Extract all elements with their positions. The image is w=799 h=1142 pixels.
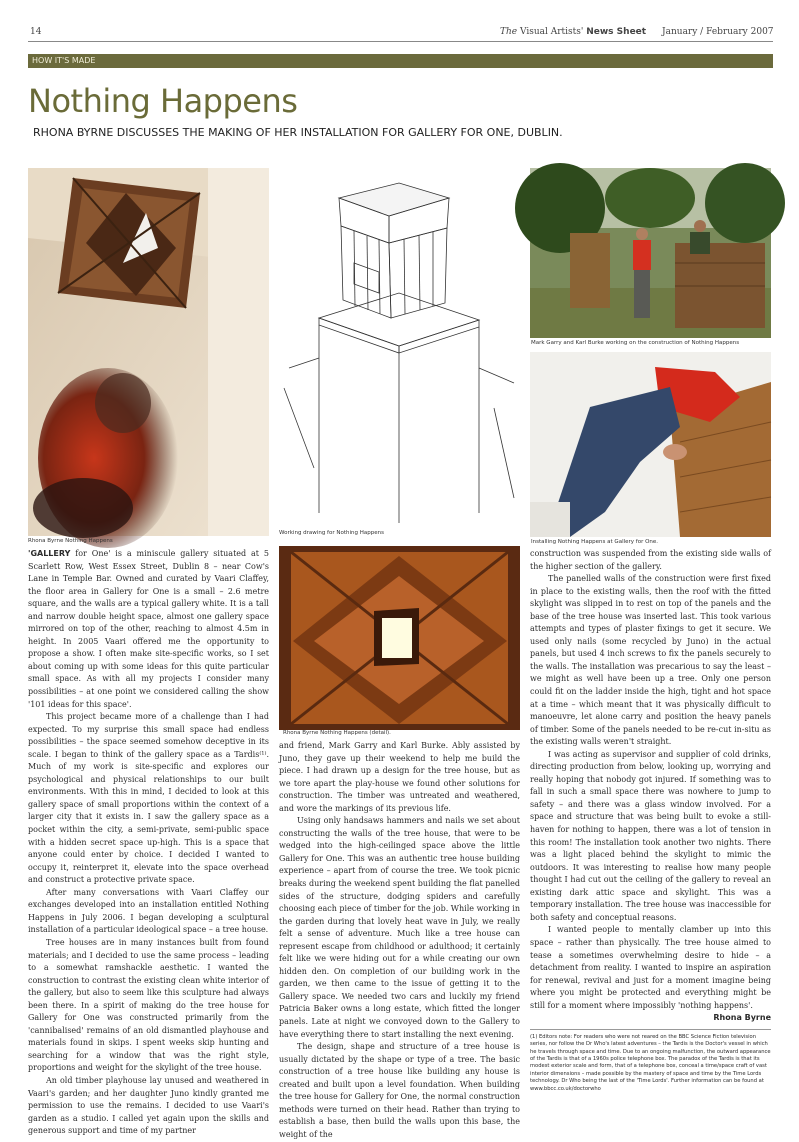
garden-photo [530, 168, 771, 338]
caption-gallery-photo: Rhona Byrne Nothing Happens [28, 538, 113, 544]
footnote: (1) Editors note: For readers who were not reared on the BBC Science Fiction television series, nor follow the Dr Who's latest adventures – the Tardis is the Doctor's vessel in which he travels through space and time. Due to an ongoing malfunction, the outward appearance of the Tardis is that of a 1960s police telephone box. The paradox of the Tardis is that its modest exterior scale and form, that of a telephone box, conceal a time/space craft of vast interior dimensions – made possible by the mastery of space and time by the Time Lords technology. Dr Who being the last of the 'Time Lords'. Further information can be found at www.bbcc.co.uk/doctorwho [530, 1033, 771, 1092]
issue-date: January / February 2007 [662, 27, 774, 37]
paragraph: Tree houses are in many instances built from found materials; and I decided to use the same process – leading to a somewhat ramshackle aesthetic. I wanted the construction to contrast the existing clean white interior of the gallery, but also to seem like this sculpture had always been there. In a spirit of making do the tree house for Gallery for One was constructed primarily from the 'cannibalised' remains of an old dismantled playhouse and materials found in skips. I spent weeks skip hunting and searching for a window that was the right style, proportions and weight for the skylight of the tree house. [28, 937, 269, 1073]
paragraph: After many conversations with Vaari Claffey our exchanges developed into an installation entitled Nothing Happens in July 2006. I began developing a sculptural installation of a particular ideological space – a tree house. [28, 887, 269, 935]
publication-name-bold: News Sheet [586, 27, 647, 37]
section-label: HOW IT'S MADE [28, 54, 773, 68]
page-number: 14 [30, 27, 42, 37]
paragraph-text: for One' is a miniscule gallery situated at 5 Scarlett Row, West Essex Street, Dublin 8 – near Cow's Lane in Temple Bar. Owned and curated by Vaari Claffey, the floor area in Gallery for One is a small – 2.6 metre square, and the walls are a typical gallery white. It is a tall and narrow double height space, almost one gallery space mirrored on top of the other, reaching to almost 4.5m in height. In 2005 Vaari offered me the opportunity to propose a show. I often make site-specific works, so I set about coming up with some ideas for this quite particular small space. As with all my projects I consider many possibilities – at one point we considered calling the show '101 ideas for this space'. [28, 549, 269, 709]
page-title: Nothing Happens [28, 82, 298, 120]
caption-working-drawing: Working drawing for Nothing Happens [279, 530, 384, 536]
caption-detail-photo: Rhona Byrne Nothing Happens (detail). [283, 730, 391, 736]
paragraph [28, 548, 269, 711]
publication-name-middle: Visual Artists' [517, 27, 587, 37]
article-column-2 [279, 740, 520, 1142]
article-column-3 [530, 548, 771, 1093]
paragraph: Using only handsaws hammers and nails we set about constructing the walls of the tree house, that were to be wedged into the high-ceilinged space above the little Gallery for One. This was an authentic tree house building experience – apart from of course the tree. We took picnic breaks during the weekend spent building the flat panelled sides of the structure, dodging spiders and carefully choosing each piece of timber for the job. While working in the garden during that lovely heat wave in July, we really felt a sense of adventure. Much like a tree house can represent escape from childhood or adulthood; it certainly felt like we were hiding out for a while creating our own hidden den. On completion of our building work in the garden, we then came to the issue of getting it to the Gallery space. We needed two cars and luckily my friend Patricia Baker owns a long estate, which fitted the longer panels. Late at night we convoyed down to the Gallery to have everything there to start installing the next evening. [279, 816, 520, 1039]
footnote-rule [530, 1029, 771, 1030]
paragraph: The panelled walls of the construction were first fixed in place to the existing walls, then the roof with the fitted skylight was slipped in to rest on top of the panels and the base of the tree house was inserted last. This took various attempts and types of plaster fixings to get it secure. We used only nails (some recycled by Juno) in the actual panels, but used 4 inch screws to fix the panels securely to the walls. The installation was precarious to say the least – we might as well have been up a tree. Only one person could fit on the ladder inside the high, tight and hot space at a time – which meant that it was physically difficult to manoeuvre, let alone carry and position the heavy panels of timber. Some of the panels needed to be re-cut in-situ as the existing walls weren't straight. [530, 574, 771, 747]
caption-installing-photo: Installing Nothing Happens at Gallery for One. [531, 539, 659, 545]
article-column-1 [28, 548, 269, 1138]
working-drawing [279, 168, 520, 528]
publication-name [500, 27, 646, 37]
paragraph: I was acting as supervisor and supplier of cold drinks, directing production from below, looking up, worrying and really hoping that nobody got injured. If something was to fall in such a small space there was nowhere to jump to safety – and there was a glass window involved. For a space and structure that was being built to evoke a still-haven for nothing to happen, there was a lot of tension in this room! The installation took another two nights. There was a light placed behind the skylight to mimic the outdoors. It was interesting to realise how many people thought I had cut out the ceiling of the gallery to reveal an existing dark attic space and skylight. This was a temporary installation. The tree house was inaccessible for both safety and conceptual reasons. [530, 749, 771, 922]
author-signature: Rhona Byrne [713, 1013, 771, 1023]
installing-photo [530, 352, 771, 537]
article-subtitle: RHONA BYRNE DISCUSSES THE MAKING OF HER INSTALLATION FOR GALLERY FOR ONE, DUBLIN. [33, 126, 563, 139]
paragraph: This project became more of a challenge than I had expected. To my surprise this small space had endless possibilities – the space seemed somehow deceptive in its scale. I began to think of the gallery space as a Tardis⁽¹⁾. Much of my work is site-specific and explores our psychological and physical relationships to our built environments. With this in mind, I decided to look at this gallery space of small proportions within the context of a larger city that it exists in. I saw the gallery space as a pocket within the city, a semi-private, semi-public space with a hidden secret space up-high. This is a space that anyone could enter by choice. I decided I wanted to occupy it, reinterpret it, elevate into the space overhead and construct a protective private space. [28, 712, 269, 885]
detail-photo [279, 546, 520, 730]
paragraph: An old timber playhouse lay unused and weathered in Vaari's garden; and her daughter Juno kindly granted me permission to use the remains. I decided to use Vaari's garden as a studio. I called yet again upon the skills and generous support and time of my partner [28, 1075, 269, 1136]
gallery-photo [28, 168, 269, 536]
paragraph: I wanted people to mentally clamber up into this space – rather than physically. The tree house aimed to tease a sometimes overwhelming desire to hide – a detachment from reality. I wanted to inspire an aspiration for renewal, revival and just for a moment imagine being where you might be protected and everything might be still for a moment where impossibly 'nothing happens'. [530, 925, 771, 1010]
lead-word: 'GALLERY [28, 549, 71, 558]
publication-name-italic: The [500, 27, 518, 37]
header-rule [28, 41, 773, 42]
paragraph: and friend, Mark Garry and Karl Burke. Ably assisted by Juno, they gave up their weekend to help me build the piece. I had drawn up a design for the tree house, but as we tore apart the play-house we found other solutions for construction. The timber was untreated and weathered, and wore the markings of its previous life. [279, 741, 520, 813]
paragraph: The design, shape and structure of a tree house is usually dictated by the shape or type of a tree. The basic construction of a tree house like building any house is created and built upon a level foundation. When building the tree house for Gallery for One, the normal construction methods were turned on their head. Rather than trying to establish a base, then build the walls upon this base, the weight of the [279, 1042, 520, 1139]
caption-garden-photo: Mark Garry and Karl Burke working on the construction of Nothing Happens [531, 340, 740, 346]
paragraph: construction was suspended from the existing side walls of the higher section of the gallery. [530, 549, 771, 571]
